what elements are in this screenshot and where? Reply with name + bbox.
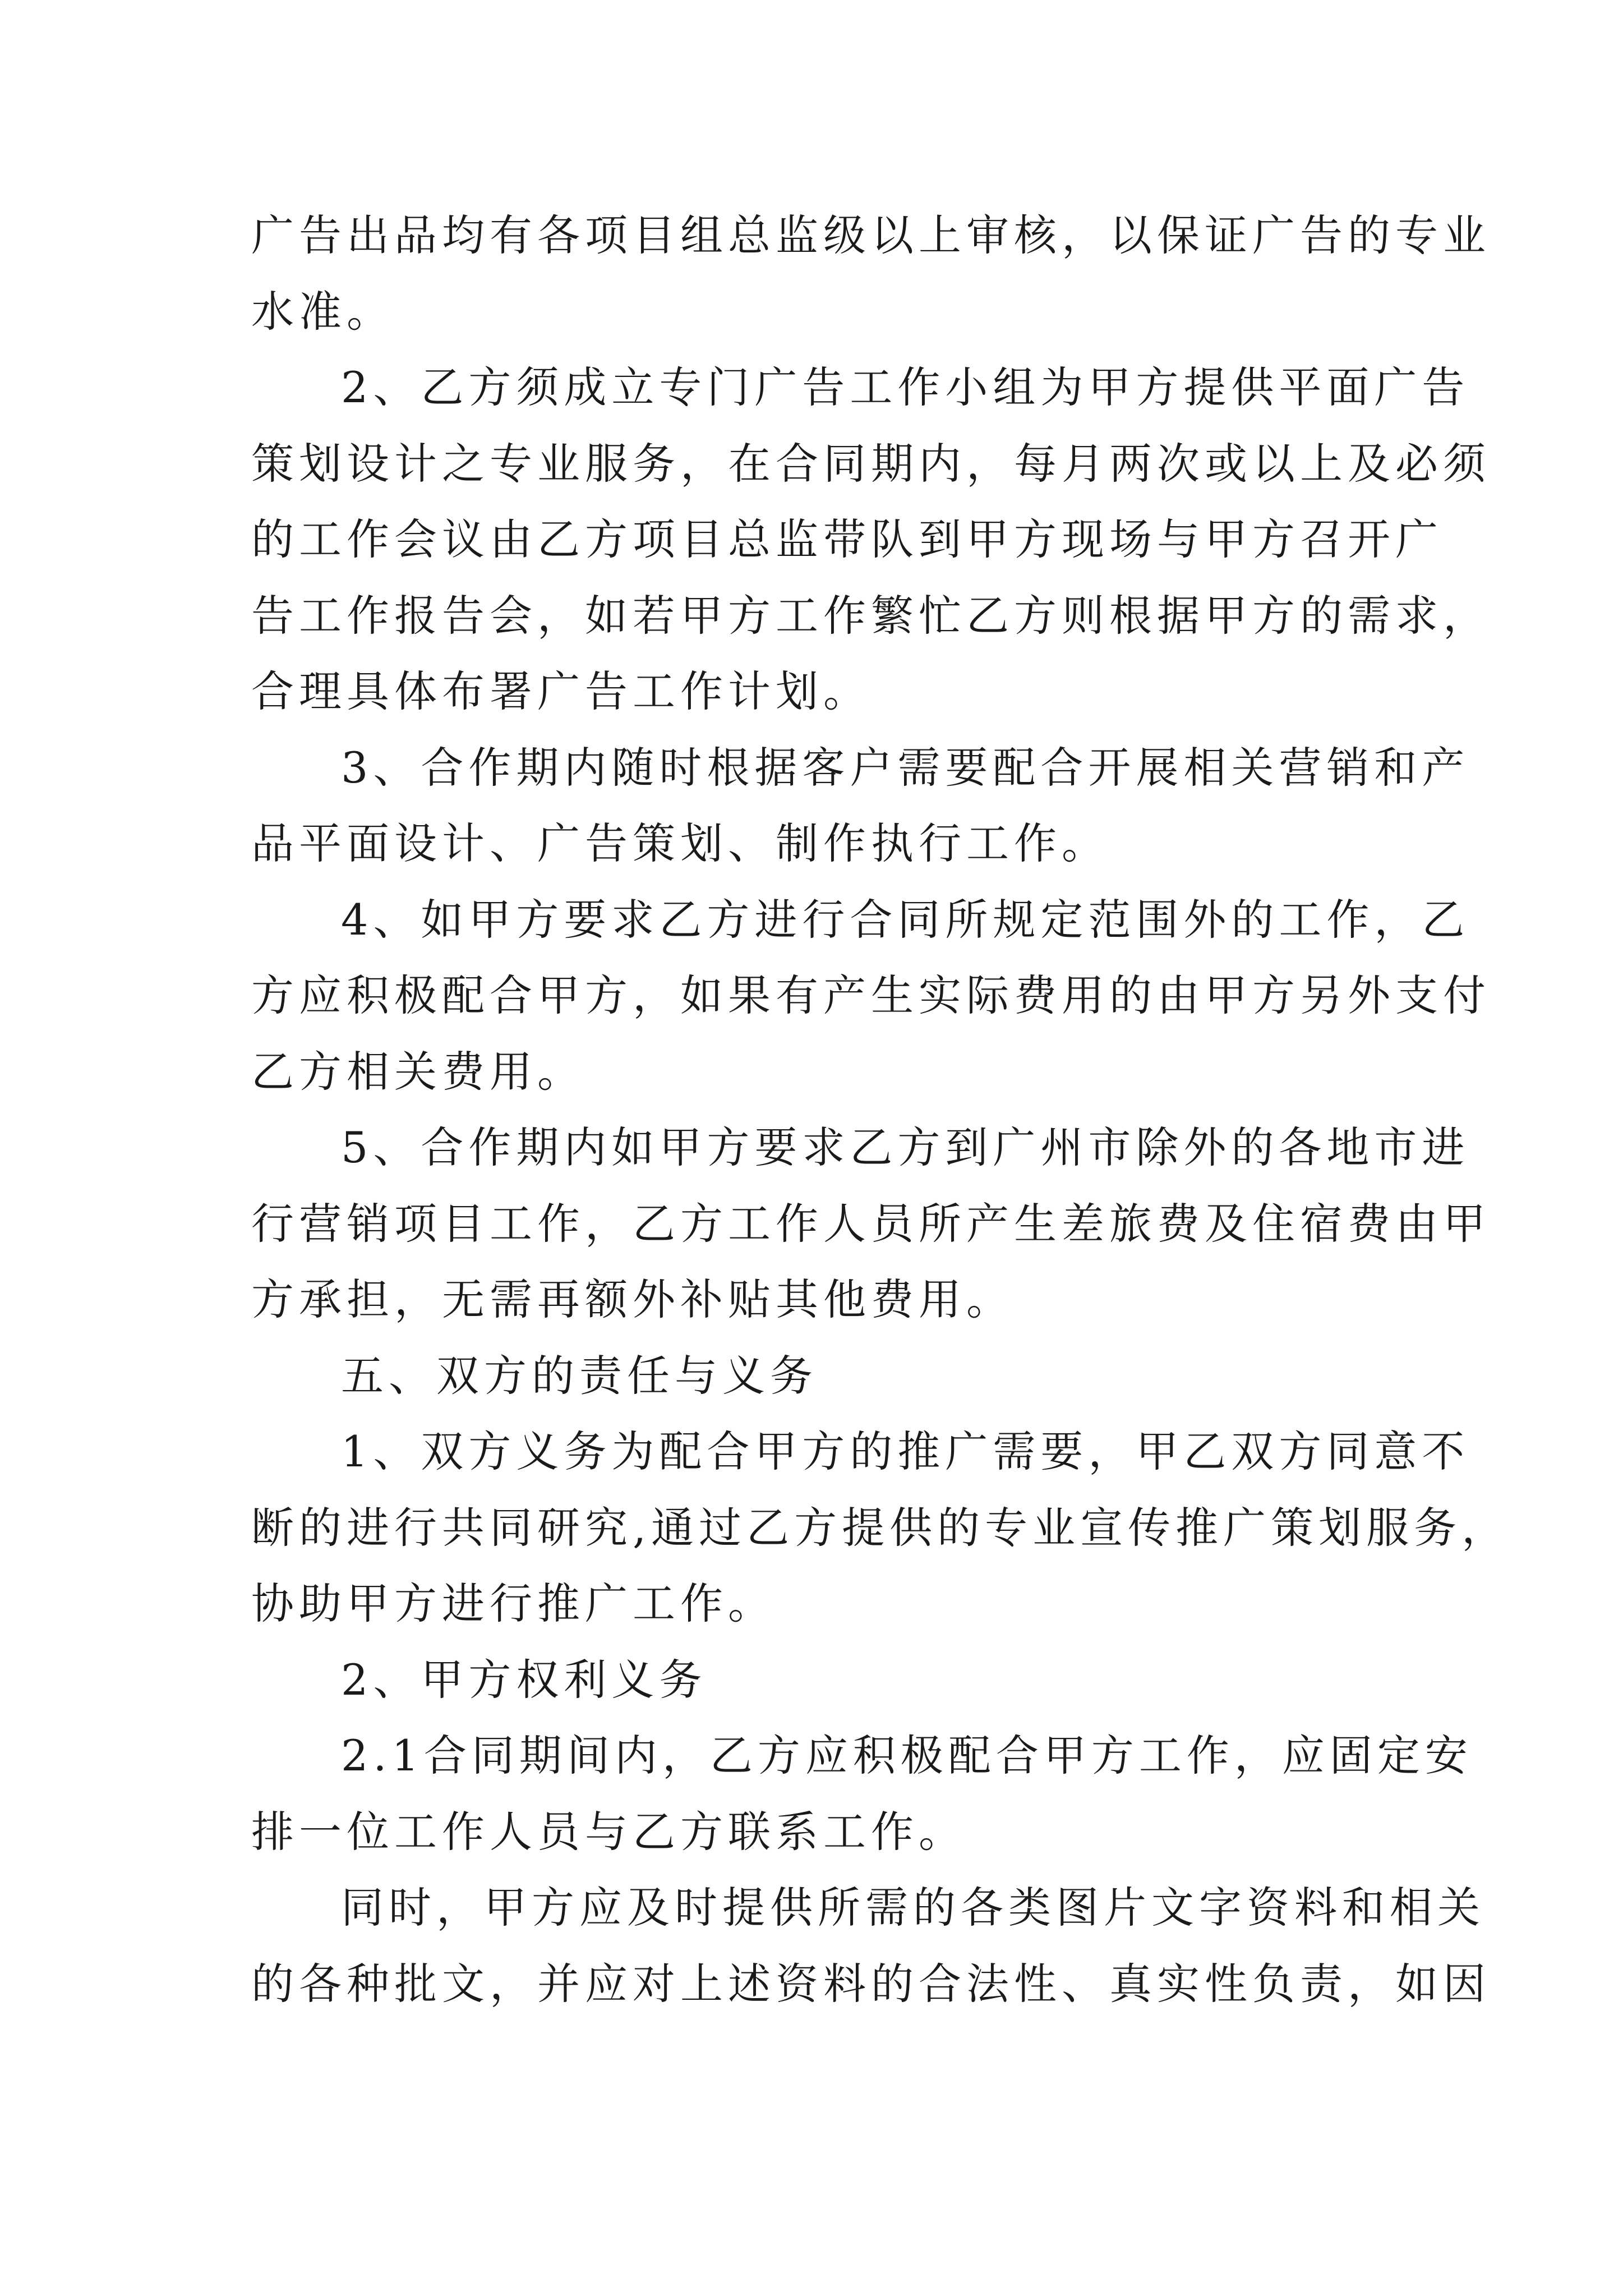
text-line: 2.1合同期间内，乙方应积极配合甲方工作，应固定安 <box>341 1731 1473 1780</box>
text-line: 的工作会议由乙方项目总监带队到甲方现场与甲方召开广 <box>251 514 1443 564</box>
text-line: 乙方相关费用。 <box>251 1046 585 1097</box>
text-line: 排一位工作人员与乙方联系工作。 <box>251 1806 966 1857</box>
text-line: 方应积极配合甲方，如果有产生实际费用的由甲方另外支付 <box>251 970 1491 1020</box>
text-line: 断的进行共同研究,通过乙方提供的专业宣传推广策划服务， <box>251 1502 1510 1553</box>
section-heading: 五、双方的责任与义务 <box>341 1350 818 1401</box>
contract-body-text <box>251 197 1510 2022</box>
text-line: 4、如甲方要求乙方进行合同所规定范围外的工作，乙 <box>341 894 1470 945</box>
text-line: 告工作报告会，如若甲方工作繁忙乙方则根据甲方的需求， <box>251 590 1491 641</box>
text-line: 品平面设计、广告策划、制作执行工作。 <box>251 818 1109 868</box>
text-line: 广告出品均有各项目组总监级以上审核，以保证广告的专业 <box>251 210 1491 260</box>
text-line: 5、合作期内如甲方要求乙方到广州市除外的各地市进 <box>341 1122 1470 1172</box>
text-line: 方承担，无需再额外补贴其他费用。 <box>251 1274 1014 1324</box>
text-line: 2、乙方须成立专门广告工作小组为甲方提供平面广告 <box>341 362 1470 412</box>
text-line: 同时，甲方应及时提供所需的各类图片文字资料和相关 <box>341 1883 1485 1932</box>
text-line: 1、双方义务为配合甲方的推广需要，甲乙双方同意不 <box>341 1427 1470 1476</box>
text-line: 策划设计之专业服务，在合同期内，每月两次或以上及必须 <box>251 438 1491 489</box>
text-line: 水准。 <box>251 286 394 337</box>
text-line: 协助甲方进行推广工作。 <box>251 1579 776 1628</box>
subsection-heading: 2、甲方权利义务 <box>341 1654 707 1705</box>
text-line: 行营销项目工作，乙方工作人员所产生差旅费及住宿费由甲 <box>251 1198 1491 1249</box>
text-line: 合理具体布署广告工作计划。 <box>251 666 871 716</box>
text-line: 的各种批文，并应对上述资料的合法性、真实性负责，如因 <box>251 1958 1491 2009</box>
text-line: 3、合作期内随时根据客户需要配合开展相关营销和产 <box>341 742 1470 793</box>
